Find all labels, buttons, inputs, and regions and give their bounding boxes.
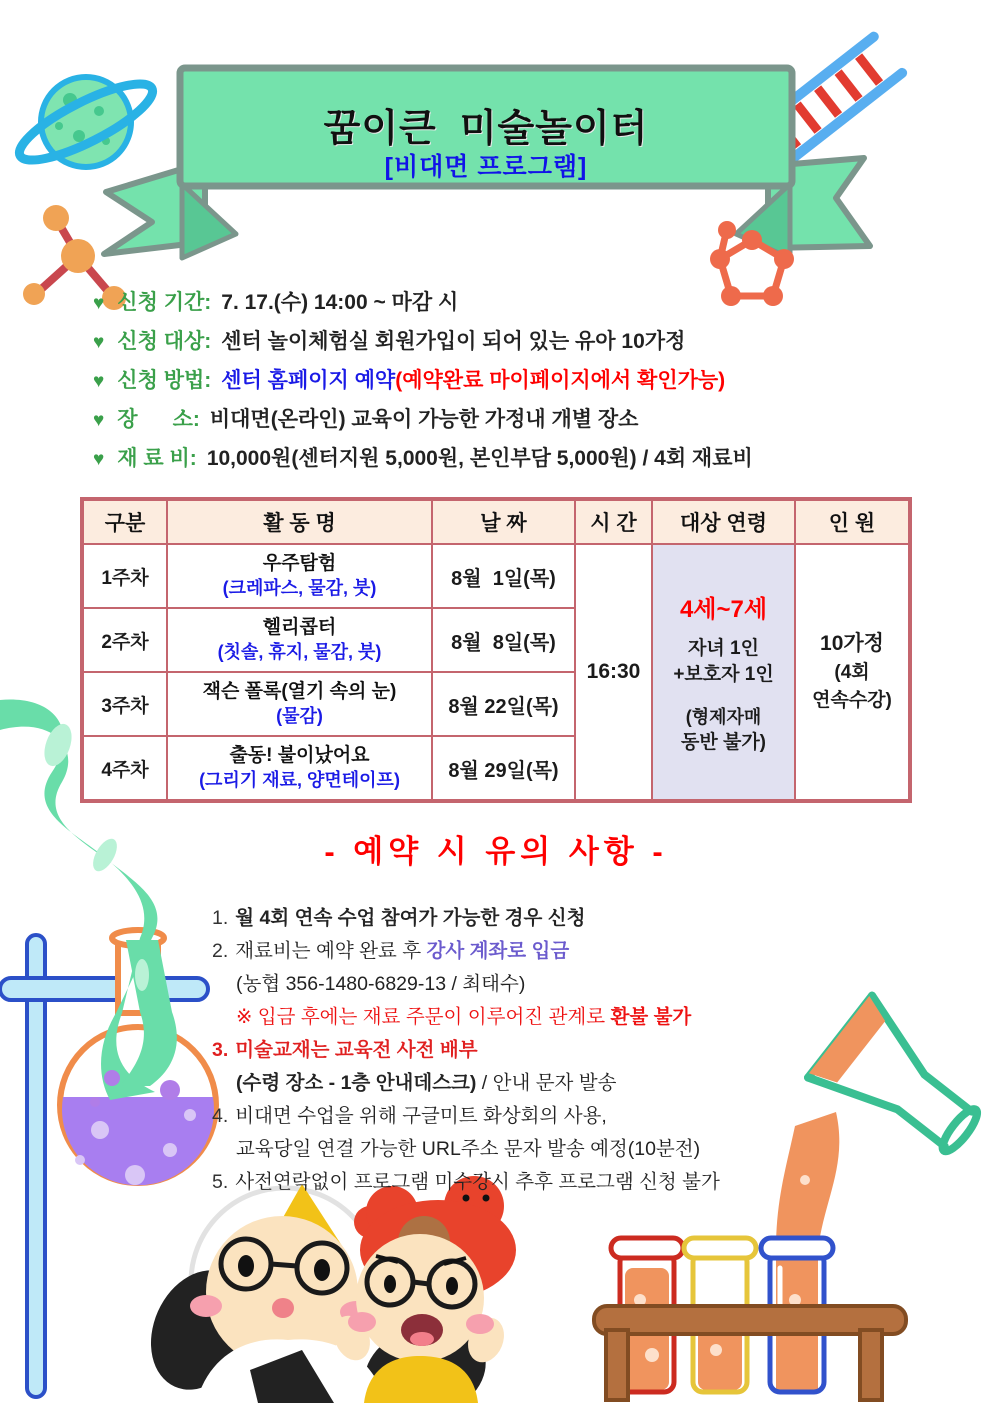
age-cell: 4세~7세 자녀 1인 +보호자 1인 (형제자매 동반 불가): [652, 544, 795, 801]
period-label: 신청 기간:: [117, 291, 212, 314]
notice-item-4-line2: 교육당일 연결 가능한 URL주소 문자 발송 예정(10분전): [236, 1138, 701, 1160]
activity-3: 잭슨 폴록(열기 속의 눈) (물감): [167, 672, 432, 736]
notice-item-2: 2. 재료비는 예약 완료 후 강사 계좌로 입금: [212, 940, 570, 962]
activity-1: 우주탐험 (크레파스, 물감, 붓): [167, 544, 432, 608]
time-cell: 16:30: [575, 544, 652, 801]
notice-item-1: 1. 월 4회 연속 수업 참여가 가능한 경우 신청: [212, 907, 586, 929]
table-header-row: [82, 499, 910, 544]
place-value: 비대면(온라인) 교육이 가능한 가정내 개별 장소: [209, 408, 639, 431]
heart-bullet-icon: ♥: [93, 449, 105, 470]
info-row-place: [93, 408, 923, 433]
header-week: 구분: [82, 499, 167, 544]
test-tube-rack-illustration: [594, 1238, 906, 1400]
header-time: 시 간: [575, 499, 652, 544]
header-age: 대상 연령: [652, 499, 795, 544]
notice-item-3: 3. 미술교재는 교육전 사전 배부: [212, 1039, 478, 1061]
header-activity: 활 동 명: [167, 499, 432, 544]
date-1: 8월 1일(목): [432, 544, 575, 608]
method-value: 센터 홈페이지 예약(예약완료 마이페이지에서 확인가능): [221, 369, 726, 392]
week-2: 2주차: [82, 608, 167, 672]
place-label: 장 소:: [117, 408, 200, 431]
date-4: 8월 29일(목): [432, 736, 575, 801]
method-label: 신청 방법:: [117, 369, 212, 392]
activity-2: 헬리콥터 (칫솔, 휴지, 물감, 붓): [167, 608, 432, 672]
date-3: 8월 22일(목): [432, 672, 575, 736]
week-4: 4주차: [82, 736, 167, 801]
heart-bullet-icon: ♥: [93, 293, 105, 314]
info-row-period: [93, 291, 923, 316]
target-label: 신청 대상:: [117, 330, 212, 353]
header-capacity: 인 원: [795, 499, 910, 544]
week-1: 1주차: [82, 544, 167, 608]
heart-bullet-icon: ♥: [93, 410, 105, 431]
header-date: 날 짜: [432, 499, 575, 544]
heart-bullet-icon: ♥: [93, 371, 105, 392]
schedule-table: [80, 497, 912, 803]
notice-item-2-account: (농협 356-1480-6829-13 / 최태수): [236, 973, 526, 995]
info-row-fee: [93, 447, 923, 472]
kids-characters-illustration: [133, 1176, 516, 1403]
program-info-list: [93, 291, 923, 486]
age-range: 4세~7세: [679, 595, 768, 623]
week-3: 3주차: [82, 672, 167, 736]
notice-item-4: 4. 비대면 수업을 위해 구글미트 화상회의 사용,: [212, 1105, 607, 1127]
heart-bullet-icon: ♥: [93, 332, 105, 353]
target-value: 센터 놀이체험실 회원가입이 되어 있는 유아 10가정: [221, 330, 686, 353]
fee-label: 재 료 비:: [117, 447, 197, 470]
activity-4: 출동! 불이났어요 (그리기 재료, 양면테이프): [167, 736, 432, 801]
planet-icon: [11, 71, 161, 174]
notice-item-5: 5. 사전연락없이 프로그램 미수강시 추후 프로그램 신청 불가: [212, 1171, 720, 1193]
table-row: [82, 544, 910, 608]
notice-item-3-sub: (수령 장소 - 1층 안내데스크) / 안내 문자 발송: [236, 1072, 617, 1094]
poster-title: 꿈이큰 미술놀이터: [323, 108, 649, 150]
date-2: 8월 8일(목): [432, 608, 575, 672]
info-row-target: [93, 330, 923, 355]
capacity-cell: 10가정 (4회 연속수강): [795, 544, 910, 801]
info-row-method: [93, 369, 923, 394]
fee-value: 10,000원(센터지원 5,000원, 본인부담 5,000원) / 4회 재료비: [206, 447, 753, 470]
notice-title: - 예약 시 유의 사항 -: [324, 834, 668, 869]
poster-subtitle: [비대면 프로그램]: [384, 153, 588, 181]
notice-list: [212, 907, 892, 1204]
notice-item-2-warning: ※ 입금 후에는 재료 주문이 이루어진 관계로 환불 불가: [236, 1006, 692, 1028]
period-value: 7. 17.(수) 14:00 ~ 마감 시: [221, 291, 459, 314]
